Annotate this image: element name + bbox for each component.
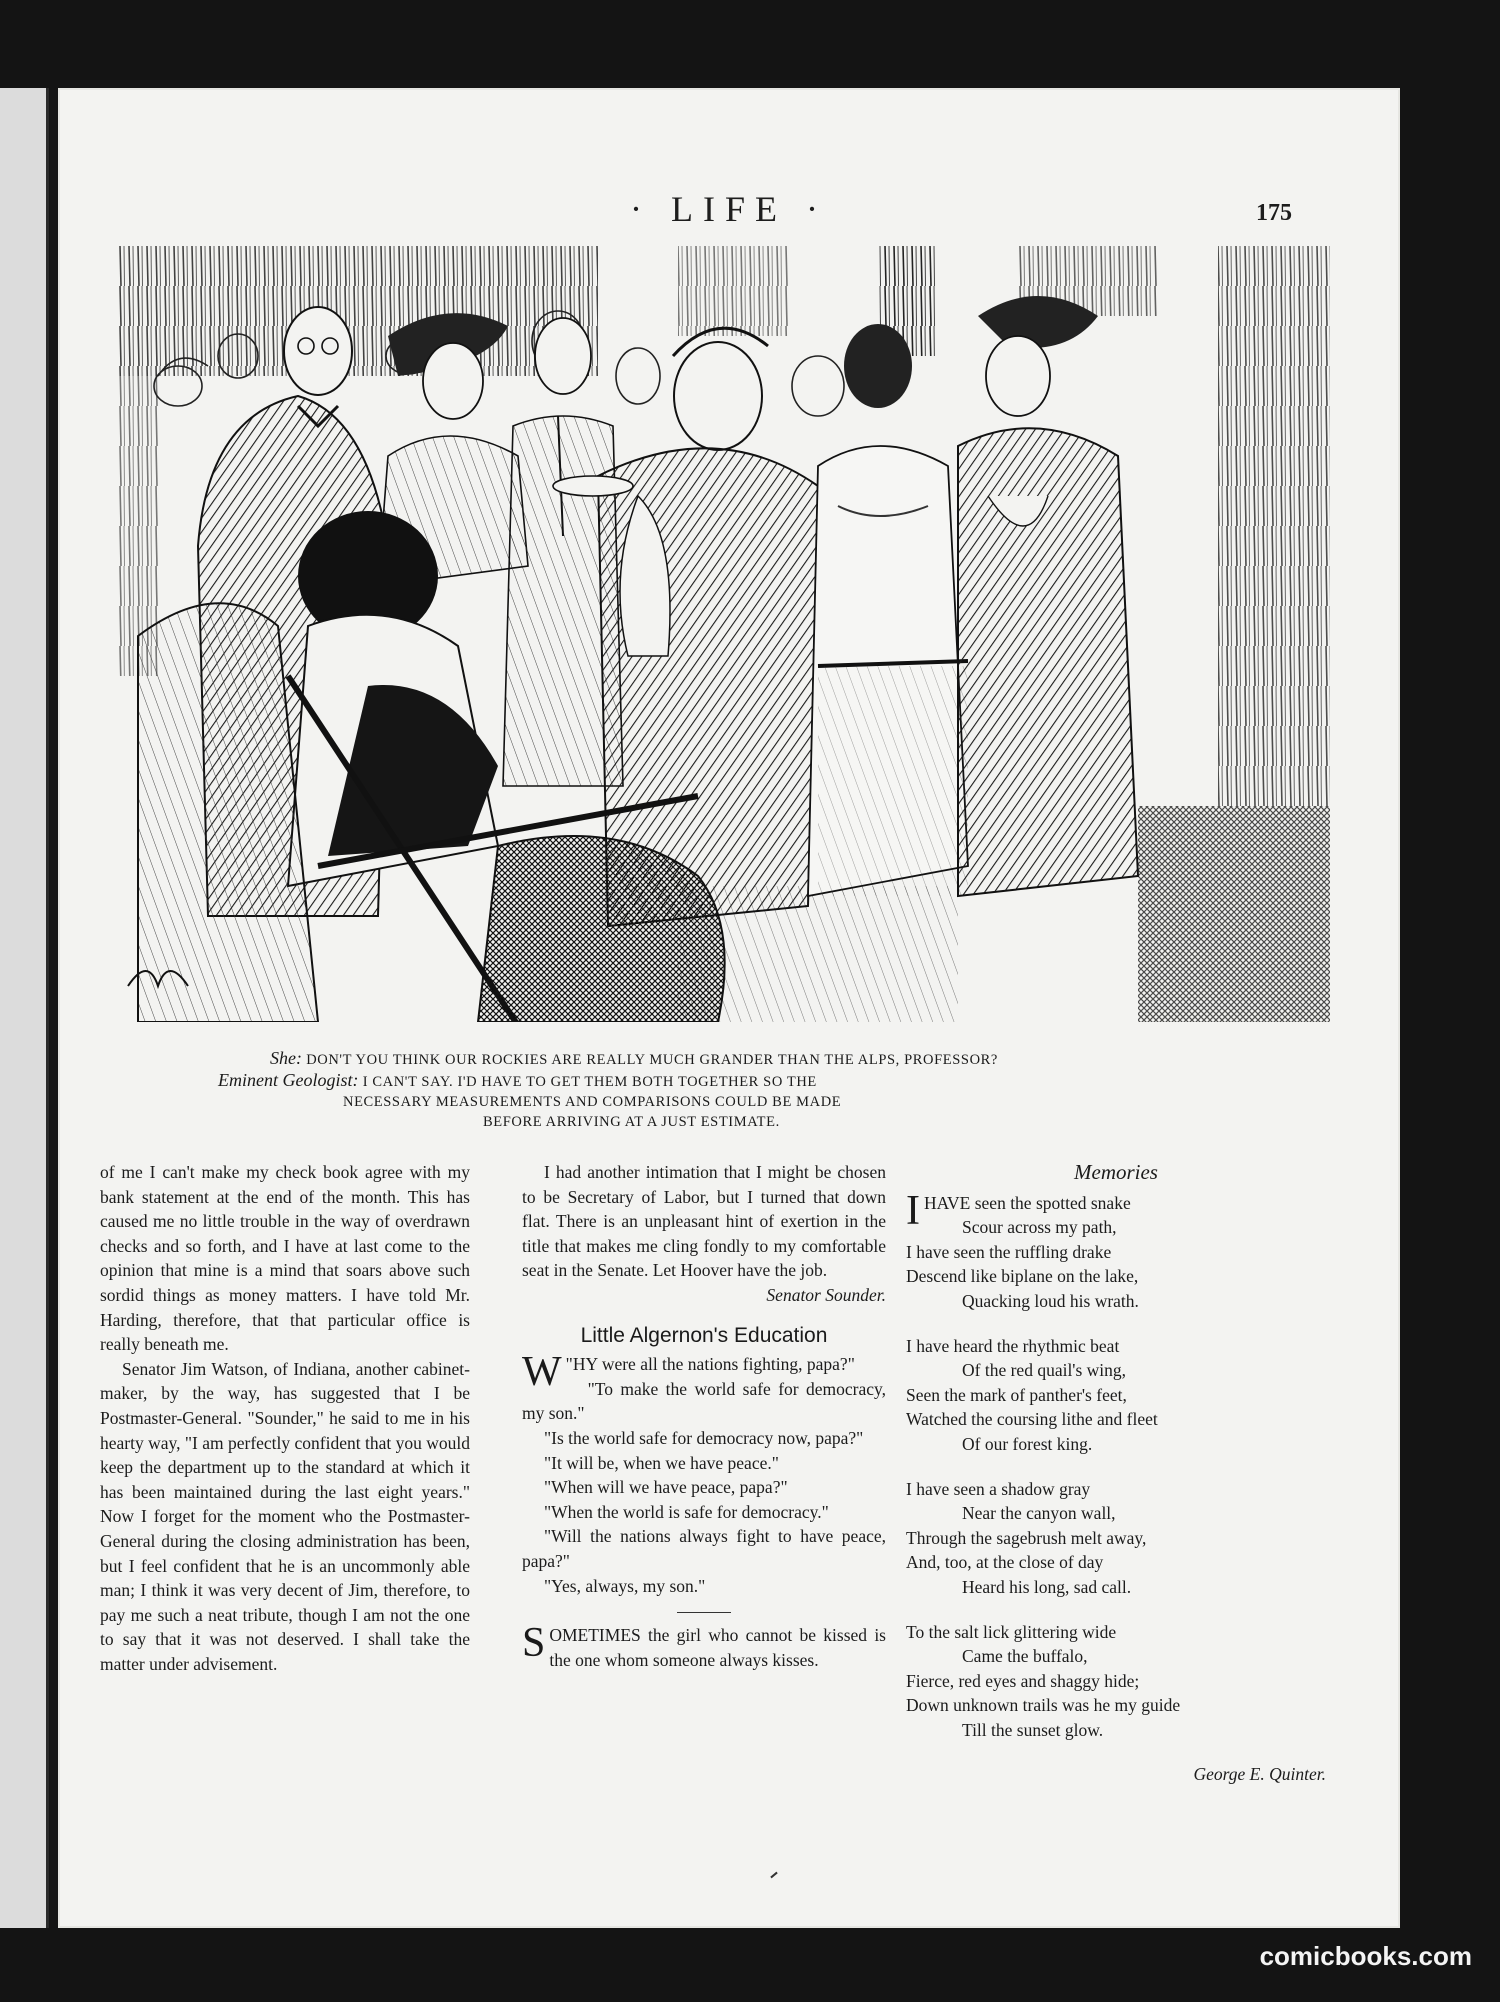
column-1 [100,1160,470,1676]
caption-speaker-geologist: Eminent Geologist: [218,1070,359,1090]
dialogue-answer-3: "When the world is safe for democracy." [544,1501,829,1522]
page-number: 175 [1256,200,1292,226]
dialogue-answer-1: "To make the world safe for democracy, my son." [522,1378,886,1424]
dialogue-question-4: "Will the nations always fight to have peace, papa?" [522,1526,886,1571]
ink-mark [770,1872,777,1879]
facing-page-edge [0,88,49,1928]
poem-stanza-4: To the salt lick glittering wide Came the buffalo, Fierce, red eyes and shaggy hide; Down unknown trails was he my guide Till the sunset glow. [906,1621,1181,1740]
caption-line-1: DON'T YOU THINK OUR ROCKIES ARE REALLY MUCH GRANDER THAN THE ALPS, PROFESSOR? [306,1052,998,1068]
column-1-paragraph-1: of me I can't make my check book agree with my bank statement at the end of the month. This has caused me no little trouble in the way of overdrawn checks and so forth, and I have at last come to the opinion that mine is a mind that soars above such sordid things as money matters. I have told Mr. Harding, therefore, that that particular office is really beneath me. [100,1162,470,1355]
caption-speaker-she: She: [270,1048,302,1068]
poem-stanza-3: I have seen a shadow gray Near the canyon wall, Through the sagebrush melt away, And, too, at the close of day Heard his long, sad call. [906,1478,1147,1597]
dropcap-i: I [906,1187,920,1234]
cartoon-caption [218,1048,1238,1132]
dialogue-answer-4: "Yes, always, my son." [544,1575,706,1596]
poem-stanza-2: I have heard the rhythmic beat Of the red quail's wing, Seen the mark of panther's feet, Watched the coursing lithe and fleet Of our forest king. [906,1335,1158,1454]
dialogue-answer-2: "It will be, when we have peace." [544,1452,779,1473]
dropcap-s: S [522,1620,546,1667]
poem-title: Memories [1074,1160,1158,1184]
joke-paragraph: SOMETIMES the girl who cannot be kissed is the one whom someone always kisses. [522,1620,886,1670]
dialogue-question-2: "Is the world safe for democracy now, papa?" [544,1427,864,1448]
poem-column [906,1160,1326,1787]
column-1-paragraph-2: Senator Jim Watson, of Indiana, another cabinet-maker, by the way, has suggested that I be Postmaster-General. "Sounder," he said to me in his hearty way, "I am perfectly confident that you would keep the department up to the standard at which it has been maintained during the last eight years." Now I forget for the moment who the Postmaster-General during the closing administration has been, but I feel confident that he is an uncommonly able man; I think it was very decent of Jim, therefore, to pay me such a neat tribute, though I am not the one to say that it was not deserved. I shall take the matter under advisement. [100,1358,470,1674]
caption-line-2: I CAN'T SAY. I'D HAVE TO GET THEM BOTH TOGETHER SO THE [362,1074,817,1090]
caption-line-4: BEFORE ARRIVING AT A JUST ESTIMATE. [483,1114,780,1130]
poem-stanza-1: I HAVE seen the spotted snake Scour across my path, I have seen the ruffling drake Descend like biplane on the lake, Quacking loud his wrath. [906,1187,1139,1311]
article-title: Little Algernon's Education [580,1323,828,1347]
column-2-paragraph-1: I had another intimation that I might be chosen to be Secretary of Labor, but I turned that down flat. There is an unpleasant hint of exertion in the title that makes me cling fondly to my comfortable seat in the Senate. Let Hoover have the job. [522,1162,886,1281]
caption-line-3: NECESSARY MEASUREMENTS AND COMPARISONS COULD BE MADE [343,1094,842,1110]
poem-author: George E. Quinter. [1193,1764,1326,1785]
senator-signature: Senator Sounder. [766,1284,886,1305]
divider-rule [677,1612,731,1613]
dialogue-question-1: " W HY were all the nations fighting, papa?" [522,1349,855,1396]
running-head: · LIFE · [630,189,828,229]
dropcap-w: W [522,1349,562,1396]
watermark: comicbooks.com [1259,1941,1472,1971]
cartoon-illustration [118,246,1330,1022]
column-2 [522,1160,886,1672]
dialogue-question-3: "When will we have peace, papa?" [544,1477,788,1498]
magazine-page [58,88,1400,1928]
